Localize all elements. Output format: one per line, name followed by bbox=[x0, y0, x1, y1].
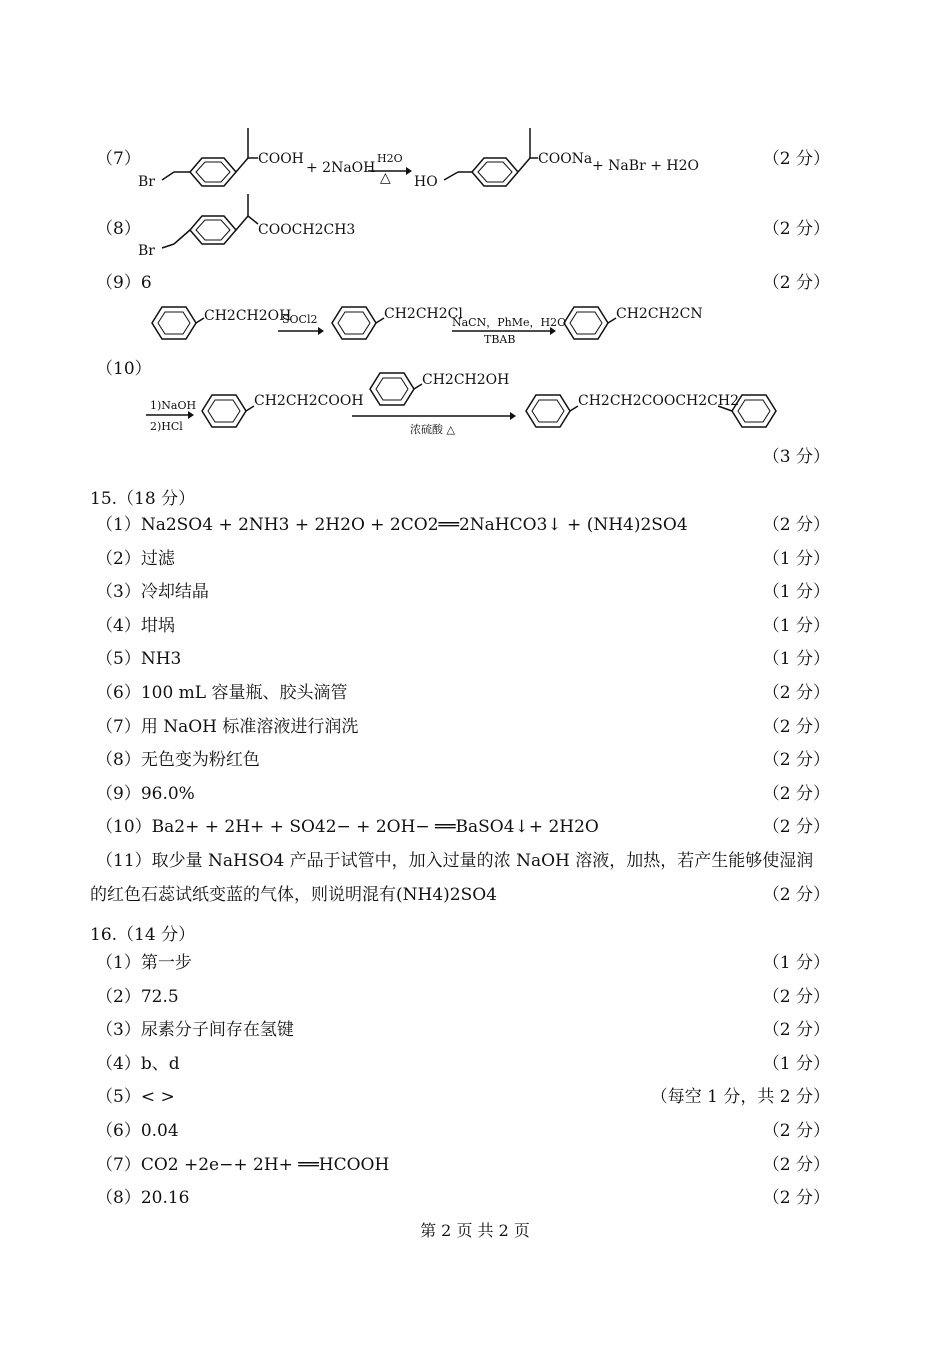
item-label: （7） bbox=[96, 1154, 141, 1175]
q14-item-10-score-row bbox=[96, 444, 830, 470]
q16-item-6 bbox=[96, 1118, 830, 1144]
item-label: （6） bbox=[96, 683, 141, 703]
item-text: 100 mL 容量瓶、胶头滴管 bbox=[140, 683, 348, 703]
item-text: < > bbox=[140, 1087, 175, 1108]
q15-item-7 bbox=[96, 714, 830, 740]
q16-title: 16.（14 分） bbox=[90, 925, 196, 945]
item-score: （2 分） bbox=[762, 986, 830, 1007]
arrow-1 bbox=[278, 327, 324, 335]
substituent-3: CH2CH2CN bbox=[616, 306, 703, 322]
item-label: （8） bbox=[96, 219, 141, 239]
q15-item-10 bbox=[96, 814, 830, 840]
q16-item-7 bbox=[96, 1152, 830, 1178]
br-label: Br bbox=[138, 243, 155, 259]
condition-h2o: H2O bbox=[377, 152, 403, 165]
benzene-6 bbox=[520, 388, 580, 434]
product-ho: HO bbox=[414, 174, 438, 190]
item-label: （8） bbox=[96, 750, 141, 771]
item-label: （4） bbox=[96, 1053, 141, 1074]
item-score: （2 分） bbox=[762, 219, 830, 239]
condition-heat: △ bbox=[380, 170, 391, 186]
item-label: （7） bbox=[96, 716, 141, 737]
condition-tbab: TBAB bbox=[484, 333, 516, 346]
item-text: 第一步 bbox=[140, 953, 192, 973]
q15-item-5 bbox=[96, 646, 830, 672]
benzene-2 bbox=[326, 300, 386, 346]
condition-hcl: 2)HCl bbox=[150, 420, 183, 433]
substituent-6: CH2CH2COOCH2CH2 bbox=[578, 393, 739, 409]
condition-socl2: SOCl2 bbox=[282, 313, 318, 326]
item-score: （2 分） bbox=[762, 716, 830, 737]
item-label: （10） bbox=[96, 817, 152, 838]
item-text: 96.0% bbox=[140, 783, 195, 804]
q16-item-8 bbox=[96, 1185, 830, 1211]
page-footer: 第 2 页 共 2 页 bbox=[420, 1221, 530, 1240]
byproducts: + NaBr + H2O bbox=[592, 158, 699, 174]
item-text: 0.04 bbox=[140, 1121, 179, 1141]
arrow-3 bbox=[146, 411, 194, 419]
item-score: （1 分） bbox=[762, 582, 830, 603]
item-label: （9） bbox=[96, 783, 141, 804]
item-score: （2 分） bbox=[762, 1020, 830, 1041]
item-score: （1 分） bbox=[762, 953, 830, 973]
item-score: （2 分） bbox=[762, 1121, 830, 1141]
item-text: （11）取少量 NaHSO4 产品于试管中，加入过量的浓 NaOH 溶液，加热，若产生能够使湿润 bbox=[96, 851, 814, 871]
ester-group: COOCH2CH3 bbox=[258, 222, 356, 238]
item-label: （5） bbox=[96, 649, 141, 670]
item-label: （3） bbox=[96, 1020, 141, 1041]
item-score: （2 分） bbox=[762, 273, 830, 293]
item-label: （3） bbox=[96, 582, 141, 603]
arrow-4 bbox=[352, 412, 516, 420]
item-score: （2 分） bbox=[762, 515, 830, 535]
item-score: （2 分） bbox=[762, 885, 830, 905]
product-coona: COONa bbox=[538, 151, 593, 167]
reagent-naoh: + 2NaOH bbox=[306, 160, 376, 176]
reactant-br: Br bbox=[138, 174, 155, 190]
substituent-5: CH2CH2OH bbox=[422, 372, 510, 388]
q15-item-11-line2 bbox=[90, 882, 830, 908]
item-text: Ba2+ + 2H+ + SO42− + 2OH− ══BaSO4↓+ 2H2O bbox=[151, 817, 599, 838]
item-text: 冷却结晶 bbox=[140, 582, 209, 603]
item-text: 无色变为粉红色 bbox=[140, 750, 260, 771]
item-label: （10） bbox=[96, 359, 152, 379]
item-text: 用 NaOH 标准溶液进行润洗 bbox=[140, 716, 359, 737]
q16-item-2 bbox=[96, 984, 830, 1010]
item-label: （8） bbox=[96, 1188, 141, 1209]
item-score: （2 分） bbox=[762, 1154, 830, 1175]
item-score: （1 分） bbox=[762, 615, 830, 636]
item-text: 尿素分子间存在氢键 bbox=[140, 1020, 294, 1041]
benzene-7 bbox=[718, 388, 780, 434]
benzene-3 bbox=[558, 300, 618, 346]
item-text: 过滤 bbox=[140, 548, 175, 569]
item-label: （2） bbox=[96, 986, 141, 1007]
item-label: （6） bbox=[96, 1121, 141, 1141]
q14-item-9 bbox=[96, 270, 830, 296]
benzene-1 bbox=[146, 300, 206, 346]
item-label: （5） bbox=[96, 1087, 141, 1108]
q15-item-3 bbox=[96, 579, 830, 605]
item-text: NH3 bbox=[140, 649, 182, 670]
item-score: （2 分） bbox=[762, 683, 830, 703]
item-score: （2 分） bbox=[762, 750, 830, 771]
item-label: （7） bbox=[96, 149, 141, 169]
item-score: （2 分） bbox=[762, 783, 830, 804]
condition-h2so4: 浓硫酸 △ bbox=[410, 423, 455, 436]
item-text: 的红色石蕊试纸变蓝的气体，则说明混有(NH4)2SO4 bbox=[90, 885, 497, 905]
item-score: （2 分） bbox=[762, 817, 830, 838]
reactant-cooh: COOH bbox=[258, 151, 304, 167]
q15-item-11-line1 bbox=[96, 848, 830, 874]
item-score: （每空 1 分，共 2 分） bbox=[650, 1087, 830, 1108]
item-text: b、d bbox=[140, 1053, 180, 1074]
q15-item-2 bbox=[96, 546, 830, 572]
item-text: Na2SO4 + 2NH3 + 2H2O + 2CO2══2NaHCO3↓ + (NH4)2SO4 bbox=[140, 515, 688, 535]
item-score: （2 分） bbox=[762, 1188, 830, 1209]
item-label: （1） bbox=[96, 515, 141, 535]
q16-item-3 bbox=[96, 1017, 830, 1043]
item-text: 20.16 bbox=[140, 1188, 190, 1209]
q15-item-4 bbox=[96, 613, 830, 639]
item-label: （9）6 bbox=[96, 273, 152, 293]
q16-item-5 bbox=[96, 1084, 830, 1110]
item-text: 坩埚 bbox=[140, 615, 175, 636]
q16-item-4 bbox=[96, 1051, 830, 1077]
item-score: （2 分） bbox=[762, 149, 830, 169]
item-score: （1 分） bbox=[762, 649, 830, 670]
item-score: （1 分） bbox=[762, 1053, 830, 1074]
condition-naoh: 1)NaOH bbox=[150, 399, 197, 412]
condition-nacn: NaCN，PhMe，H2O bbox=[452, 316, 567, 329]
q15-item-6 bbox=[96, 680, 830, 706]
item-text: CO2 +2e−+ 2H+ ══HCOOH bbox=[140, 1154, 390, 1175]
item-score: （1 分） bbox=[762, 548, 830, 569]
substituent-2: CH2CH2Cl bbox=[384, 306, 463, 322]
benzene-4 bbox=[196, 388, 256, 434]
substituent-1: CH2CH2OH bbox=[204, 308, 292, 324]
q15-item-1 bbox=[96, 512, 830, 538]
item-label: （4） bbox=[96, 615, 141, 636]
q15-title: 15.（18 分） bbox=[90, 489, 196, 509]
q16-item-1 bbox=[96, 950, 830, 976]
item-label: （2） bbox=[96, 548, 141, 569]
q15-item-8 bbox=[96, 747, 830, 773]
benzene-5 bbox=[364, 366, 424, 412]
q15-item-9 bbox=[96, 781, 830, 807]
item-score: （3 分） bbox=[762, 447, 830, 467]
item-text: 72.5 bbox=[140, 986, 179, 1007]
substituent-4: CH2CH2COOH bbox=[254, 393, 364, 409]
item-label: （1） bbox=[96, 953, 141, 973]
